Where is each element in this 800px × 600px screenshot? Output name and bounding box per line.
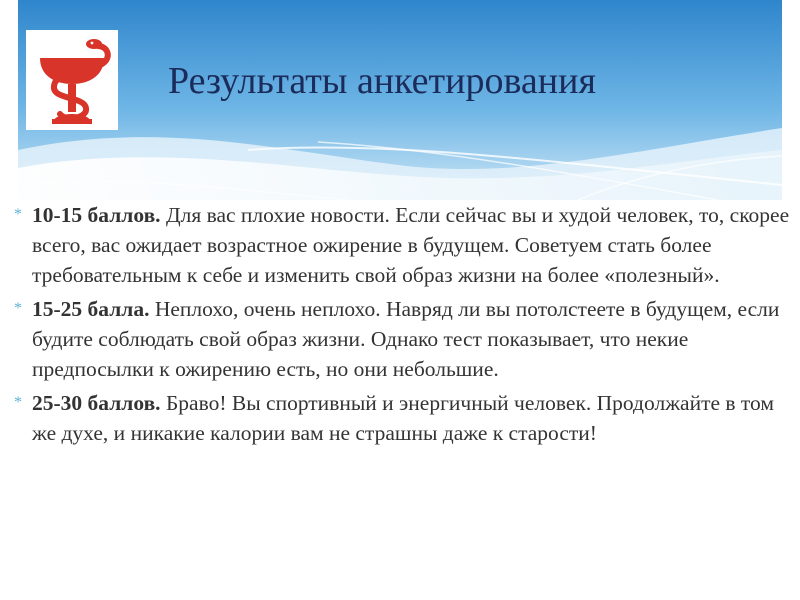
result-text: Браво! Вы спортивный и энергичный человек. Продолжайте в том же духе, и никакие калории вам не страшны даже к старости!	[32, 391, 774, 445]
bullet-star-icon: *	[14, 300, 22, 317]
slide-title: Результаты анкетирования	[168, 60, 596, 102]
result-item-10-15	[10, 200, 790, 290]
score-range: 15-25 балла.	[32, 297, 150, 321]
results-list	[10, 200, 790, 452]
result-item-25-30	[10, 388, 790, 448]
bullet-star-icon: *	[14, 394, 22, 411]
pharmacy-bowl-serpent-icon	[26, 30, 118, 130]
score-range: 25-30 баллов.	[32, 391, 161, 415]
pharmacy-logo	[26, 30, 118, 130]
result-item-15-25	[10, 294, 790, 384]
score-range: 10-15 баллов.	[32, 203, 161, 227]
result-text: Для вас плохие новости. Если сейчас вы и худой человек, то, скорее всего, вас ожидает возрастное ожирение в будущем. Советуем стать более требовательным к себе и изменить свой образ жизни на более «полезный».	[32, 203, 790, 287]
bullet-star-icon: *	[14, 206, 22, 223]
result-text: Неплохо, очень неплохо. Навряд ли вы потолстеете в будущем, если будите соблюдать свой образ жизни. Однако тест показывает, что некие предпосылки к ожирению есть, но они небольшие.	[32, 297, 780, 381]
